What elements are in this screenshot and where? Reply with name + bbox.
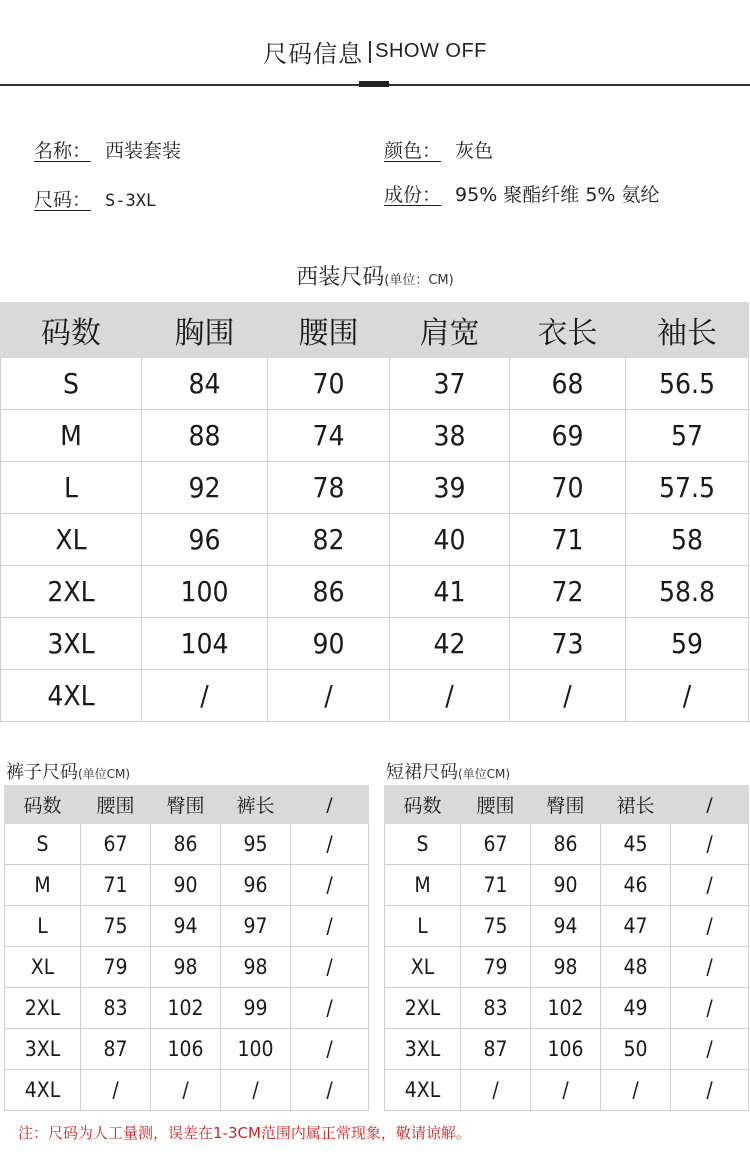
table-cell: S — [385, 824, 461, 865]
table-row — [385, 824, 749, 865]
skirt-size-table — [384, 785, 749, 1111]
table-cell: 95 — [221, 824, 291, 865]
table-cell: 41 — [390, 566, 510, 618]
table-cell: / — [81, 1070, 151, 1111]
table-cell: 74 — [268, 410, 390, 462]
table-cell: S — [5, 824, 81, 865]
table-cell: / — [390, 670, 510, 722]
pants-title-text: 裤子尺码 — [6, 762, 78, 783]
table-cell: 106 — [151, 1029, 221, 1070]
header-cell: 码数 — [385, 786, 461, 824]
table-cell: 45 — [601, 824, 671, 865]
table-cell: 48 — [601, 947, 671, 988]
table-cell: 92 — [142, 462, 268, 514]
suit-size-table — [0, 302, 749, 722]
table-cell: 72 — [510, 566, 626, 618]
table-row — [1, 618, 749, 670]
table-cell: 71 — [461, 865, 531, 906]
table-row — [385, 1029, 749, 1070]
header-cell: 腰围 — [268, 303, 390, 358]
table-cell: 2XL — [385, 988, 461, 1029]
measurement-note: 注：尺码为人工量测，误差在1-3CM范围内属正常现象，敬请谅解。 — [18, 1124, 471, 1142]
table-row — [385, 988, 749, 1029]
header-cell: 臀围 — [151, 786, 221, 824]
table-cell: 83 — [81, 988, 151, 1029]
header-cell: 裙长 — [601, 786, 671, 824]
table-cell: 2XL — [1, 566, 142, 618]
title-chinese: 尺码信息 — [263, 40, 364, 68]
name-value: 西装套装 — [105, 140, 182, 162]
table-row — [385, 906, 749, 947]
table-cell: 100 — [142, 566, 268, 618]
table-cell: 82 — [268, 514, 390, 566]
table-cell: / — [268, 670, 390, 722]
table-row — [1, 514, 749, 566]
table-cell: 37 — [390, 358, 510, 410]
table-cell: 58.8 — [626, 566, 749, 618]
table-cell: 96 — [221, 865, 291, 906]
table-cell: / — [531, 1070, 601, 1111]
table-cell: 47 — [601, 906, 671, 947]
table-cell: 57 — [626, 410, 749, 462]
info-color — [384, 136, 493, 163]
table-cell: 75 — [81, 906, 151, 947]
table-cell: 96 — [142, 514, 268, 566]
table-cell: 94 — [151, 906, 221, 947]
pants-unit: (单位CM) — [78, 767, 131, 781]
table-cell: / — [671, 988, 749, 1029]
table-cell: 90 — [531, 865, 601, 906]
table-cell: / — [671, 906, 749, 947]
table-cell: 70 — [268, 358, 390, 410]
table-cell: / — [291, 824, 369, 865]
material-value: 95% 聚酯纤维 5% 氨纶 — [455, 184, 660, 206]
header-cell: 肩宽 — [390, 303, 510, 358]
table-cell: 3XL — [385, 1029, 461, 1070]
table-cell: 87 — [461, 1029, 531, 1070]
table-cell: 79 — [81, 947, 151, 988]
table-cell: / — [671, 865, 749, 906]
table-cell: 69 — [510, 410, 626, 462]
title-english: SHOW OFF — [375, 40, 487, 62]
table-row — [5, 988, 369, 1029]
table-cell: 59 — [626, 618, 749, 670]
table-cell: 102 — [531, 988, 601, 1029]
table-cell: XL — [5, 947, 81, 988]
table-cell: 68 — [510, 358, 626, 410]
table-cell: 70 — [510, 462, 626, 514]
table-cell: XL — [1, 514, 142, 566]
table-cell: M — [5, 865, 81, 906]
table-cell: 98 — [221, 947, 291, 988]
header-cell: 衣长 — [510, 303, 626, 358]
color-label: 颜色： — [384, 140, 442, 162]
title-divider — [369, 41, 371, 63]
table-cell: 88 — [142, 410, 268, 462]
table-cell: 104 — [142, 618, 268, 670]
table-cell: 39 — [390, 462, 510, 514]
table-row — [5, 1029, 369, 1070]
table-cell: 4XL — [385, 1070, 461, 1111]
table-cell: 73 — [510, 618, 626, 670]
table-cell: S — [1, 358, 142, 410]
table-cell: 40 — [390, 514, 510, 566]
table-cell: 106 — [531, 1029, 601, 1070]
header-cell: 腰围 — [461, 786, 531, 824]
table-row — [1, 358, 749, 410]
table-row — [5, 1070, 369, 1111]
header-cell: 袖长 — [626, 303, 749, 358]
table-cell: 3XL — [1, 618, 142, 670]
table-cell: 98 — [151, 947, 221, 988]
table-cell: 83 — [461, 988, 531, 1029]
info-material — [384, 180, 660, 207]
info-name — [34, 136, 181, 163]
table-cell: / — [671, 947, 749, 988]
table-cell: 56.5 — [626, 358, 749, 410]
table-cell: 38 — [390, 410, 510, 462]
table-cell: 75 — [461, 906, 531, 947]
table-cell: / — [671, 824, 749, 865]
material-label: 成份： — [384, 184, 442, 206]
table-cell: / — [291, 1029, 369, 1070]
header-cell: 裤长 — [221, 786, 291, 824]
table-cell: / — [221, 1070, 291, 1111]
table-cell: 86 — [151, 824, 221, 865]
table-cell: / — [151, 1070, 221, 1111]
page-title — [0, 34, 750, 69]
header-cell: 臀围 — [531, 786, 601, 824]
table-cell: 99 — [221, 988, 291, 1029]
pants-size-title — [6, 758, 130, 784]
header-cell: / — [291, 786, 369, 824]
table-cell: 67 — [81, 824, 151, 865]
table-row — [385, 1070, 749, 1111]
table-row — [5, 865, 369, 906]
table-cell: 98 — [531, 947, 601, 988]
table-cell: M — [385, 865, 461, 906]
table-cell: L — [5, 906, 81, 947]
table-cell: L — [1, 462, 142, 514]
table-cell: / — [510, 670, 626, 722]
table-header-row — [385, 786, 749, 824]
table-row — [5, 824, 369, 865]
table-cell: / — [291, 1070, 369, 1111]
info-size — [34, 185, 156, 212]
table-cell: 84 — [142, 358, 268, 410]
size-value: S-3XL — [105, 191, 157, 211]
table-header-row — [5, 786, 369, 824]
table-cell: 50 — [601, 1029, 671, 1070]
pants-size-table — [4, 785, 369, 1111]
table-cell: 90 — [268, 618, 390, 670]
table-cell: / — [626, 670, 749, 722]
name-label: 名称： — [34, 140, 92, 162]
header-cell: 码数 — [5, 786, 81, 824]
table-row — [1, 566, 749, 618]
table-cell: 90 — [151, 865, 221, 906]
table-cell: 49 — [601, 988, 671, 1029]
table-cell: / — [671, 1029, 749, 1070]
table-cell: M — [1, 410, 142, 462]
table-cell: 78 — [268, 462, 390, 514]
table-cell: 4XL — [5, 1070, 81, 1111]
table-cell: 67 — [461, 824, 531, 865]
table-row — [1, 462, 749, 514]
table-cell: 97 — [221, 906, 291, 947]
table-cell: L — [385, 906, 461, 947]
table-cell: 100 — [221, 1029, 291, 1070]
table-cell: 79 — [461, 947, 531, 988]
table-row — [1, 670, 749, 722]
table-cell: 58 — [626, 514, 749, 566]
table-cell: / — [291, 947, 369, 988]
suit-size-title — [0, 260, 750, 291]
table-row — [5, 947, 369, 988]
suit-unit: (单位：CM) — [384, 273, 454, 288]
table-cell: 86 — [268, 566, 390, 618]
table-cell: 71 — [510, 514, 626, 566]
table-cell: / — [142, 670, 268, 722]
table-cell: 2XL — [5, 988, 81, 1029]
size-label: 尺码： — [34, 189, 92, 211]
table-cell: 86 — [531, 824, 601, 865]
header-cell: 胸围 — [142, 303, 268, 358]
color-value: 灰色 — [455, 140, 494, 162]
table-cell: 42 — [390, 618, 510, 670]
skirt-unit: (单位CM) — [458, 767, 511, 781]
table-header-row — [1, 303, 749, 358]
table-cell: 4XL — [1, 670, 142, 722]
table-cell: 71 — [81, 865, 151, 906]
table-cell: 87 — [81, 1029, 151, 1070]
table-row — [385, 865, 749, 906]
table-cell: 102 — [151, 988, 221, 1029]
skirt-title-text: 短裙尺码 — [386, 762, 458, 783]
table-cell: 46 — [601, 865, 671, 906]
table-cell: / — [291, 988, 369, 1029]
table-cell: / — [291, 865, 369, 906]
table-cell: / — [601, 1070, 671, 1111]
table-row — [5, 906, 369, 947]
suit-title-text: 西装尺码 — [296, 265, 385, 290]
skirt-size-title — [386, 758, 510, 784]
header-cell: / — [671, 786, 749, 824]
table-row — [385, 947, 749, 988]
table-cell: 57.5 — [626, 462, 749, 514]
header-accent-bar — [359, 81, 389, 87]
header-cell: 码数 — [1, 303, 142, 358]
header-cell: 腰围 — [81, 786, 151, 824]
table-cell: 3XL — [5, 1029, 81, 1070]
table-cell: XL — [385, 947, 461, 988]
page-header — [0, 0, 750, 90]
table-cell: / — [291, 906, 369, 947]
table-row — [1, 410, 749, 462]
table-cell: / — [671, 1070, 749, 1111]
table-cell: / — [461, 1070, 531, 1111]
table-cell: 94 — [531, 906, 601, 947]
